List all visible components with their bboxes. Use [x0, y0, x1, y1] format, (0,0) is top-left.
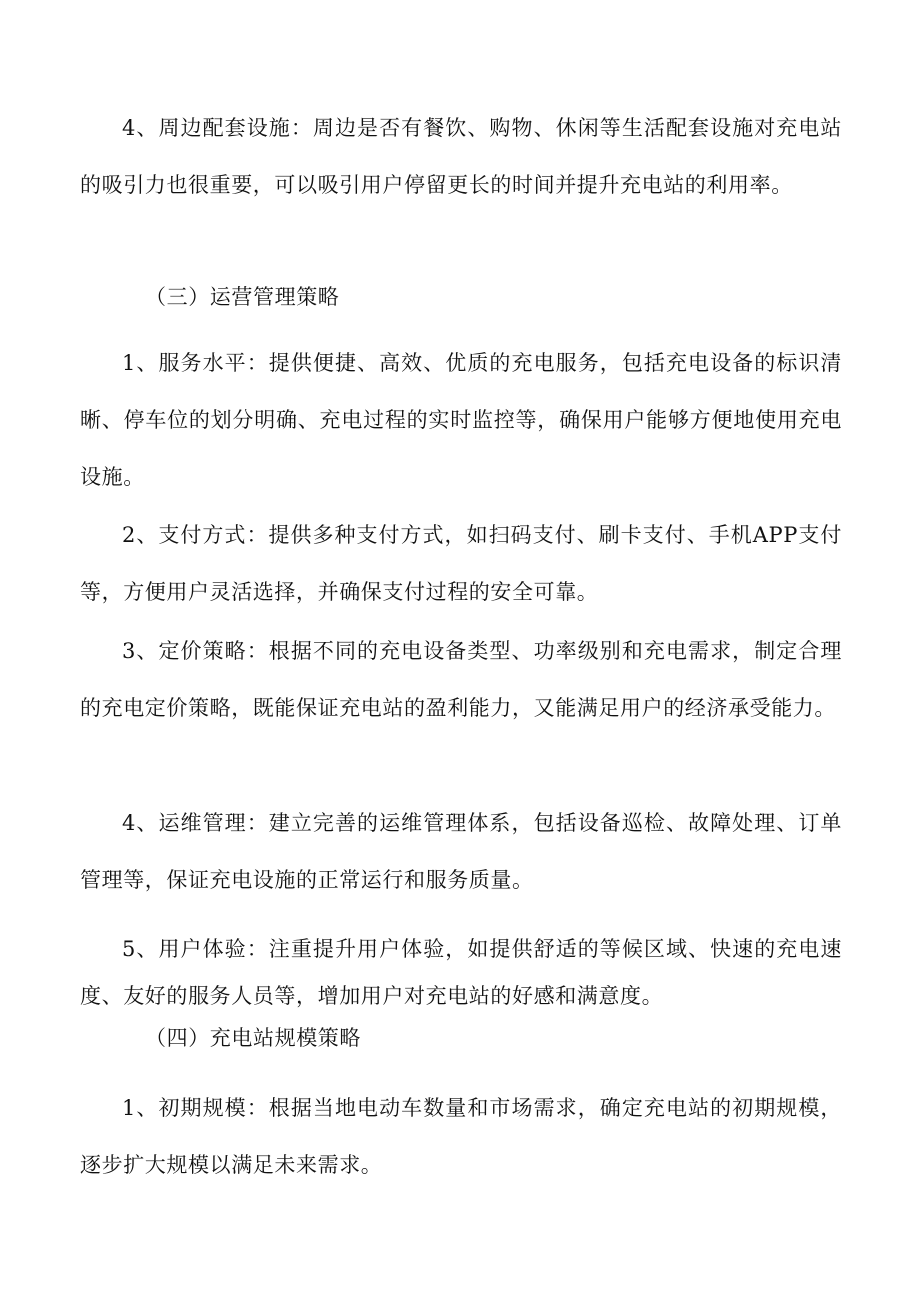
section-heading-scale: （四）充电站规模策略	[145, 1026, 361, 1050]
paragraph-payment-methods: 2、支付方式：提供多种支付方式，如扫码支付、刷卡支付、手机APP支付等，方便用户灵活选择，并确保支付过程的安全可靠。	[80, 523, 842, 604]
paragraph-pricing-strategy: 3、定价策略：根据不同的充电设备类型、功率级别和充电需求，制定合理的充电定价策略，既能保证充电站的盈利能力，又能满足用户的经济承受能力。	[80, 639, 842, 720]
paragraph-surrounding-facilities: 4、周边配套设施：周边是否有餐饮、购物、休闲等生活配套设施对充电站的吸引力也很重要，可以吸引用户停留更长的时间并提升充电站的利用率。	[80, 116, 842, 197]
paragraph-maintenance: 4、运维管理：建立完善的运维管理体系，包括设备巡检、故障处理、订单管理等，保证充电设施的正常运行和服务质量。	[80, 811, 842, 892]
paragraph-user-experience: 5、用户体验：注重提升用户体验，如提供舒适的等候区域、快速的充电速度、友好的服务人员等，增加用户对充电站的好感和满意度。	[80, 937, 842, 1008]
paragraph-service-level: 1、服务水平：提供便捷、高效、优质的充电服务，包括充电设备的标识清晰、停车位的划分明确、充电过程的实时监控等，确保用户能够方便地使用充电设施。	[80, 351, 842, 489]
section-heading-operations: （三）运营管理策略	[145, 285, 340, 309]
paragraph-initial-scale: 1、初期规模：根据当地电动车数量和市场需求，确定充电站的初期规模，逐步扩大规模以满足未来需求。	[80, 1096, 842, 1177]
